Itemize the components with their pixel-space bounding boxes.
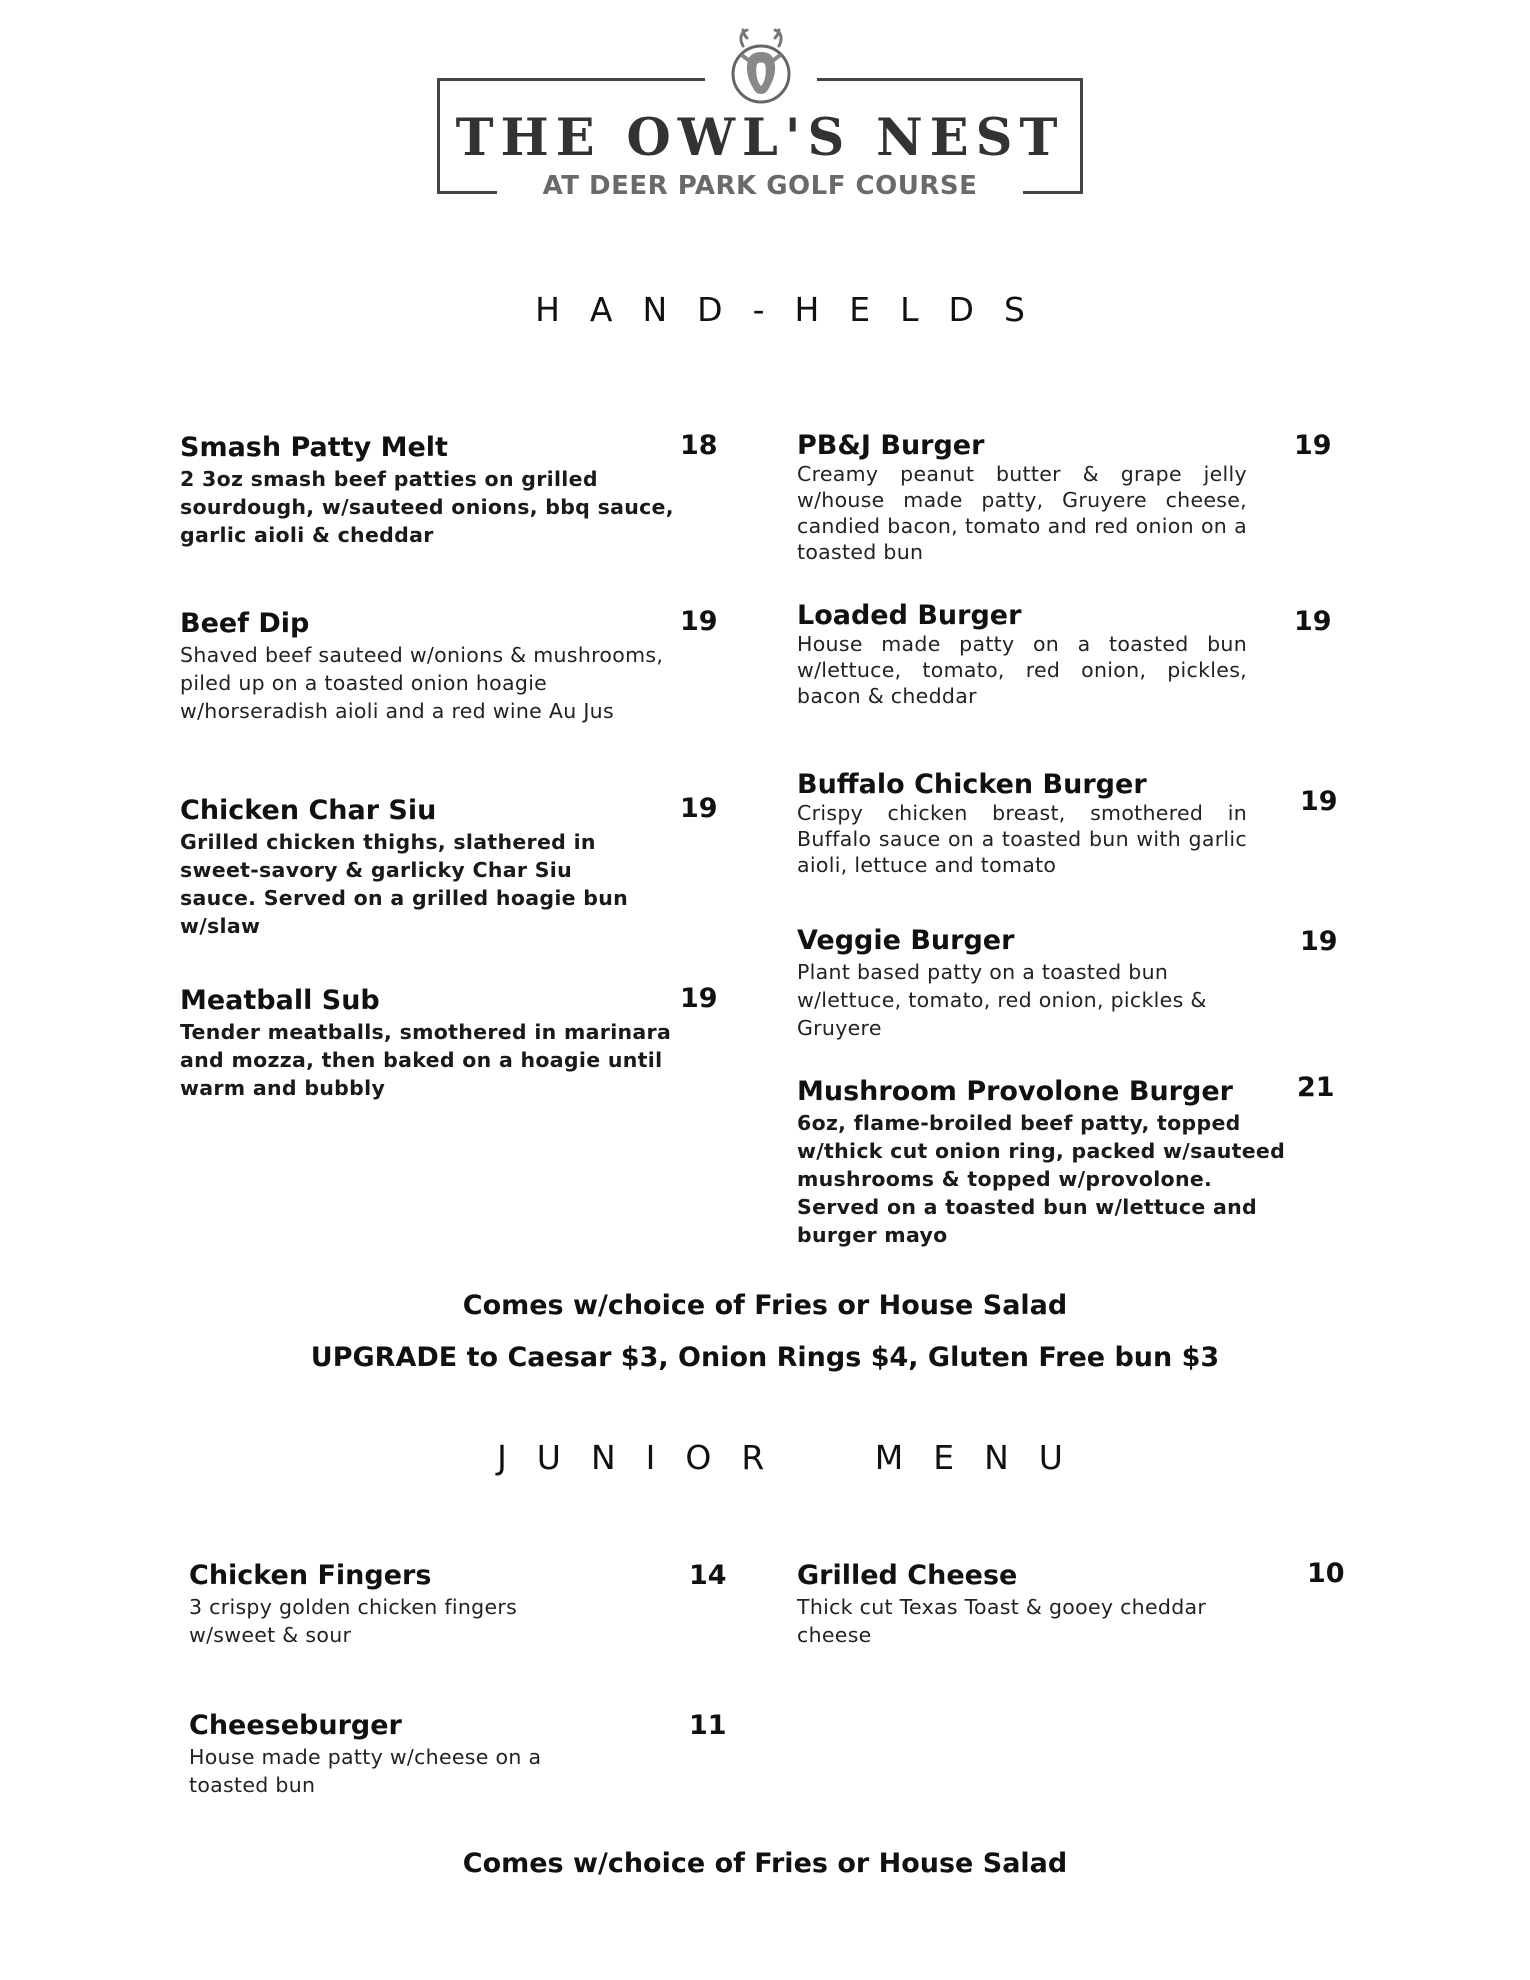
item-name: Loaded Burger: [797, 600, 1022, 631]
menu-item: [797, 925, 1267, 1042]
item-name: Chicken Fingers: [189, 1560, 432, 1591]
logo-subtitle: AT DEER PARK GOLF COURSE: [542, 171, 978, 201]
item-price: 10: [1307, 1558, 1345, 1589]
item-name: Mushroom Provolone Burger: [797, 1076, 1233, 1107]
item-description: Shaved beef sauteed w/onions & mushrooms, piled up on a toasted onion hoagie w/horseradish aioli and a red wine Au Jus: [180, 643, 664, 723]
item-description: 2 3oz smash beef patties on grilled sourdough, w/sauteed onions, bbq sauce, garlic aioli & cheddar: [180, 467, 674, 547]
item-price: 19: [680, 793, 718, 824]
item-description: Tender meatballs, smothered in marinara and mozza, then baked on a hoagie until warm and bubbly: [180, 1020, 672, 1100]
item-price: 18: [680, 430, 718, 461]
item-description: 6oz, flame-broiled beef patty, topped w/thick cut onion ring, packed w/sauteed mushrooms & topped w/provolone. Served on a toasted bun w/lettuce and burger mayo: [797, 1111, 1286, 1247]
item-name: Meatball Sub: [180, 985, 380, 1016]
item-description: Creamy peanut butter & grape jelly w/house made patty, Gruyere cheese, candied bacon, tomato and red onion on a toasted bun: [797, 462, 1247, 564]
junior-sides-note: Comes w/choice of Fries or House Salad: [462, 1848, 1068, 1879]
item-name: Grilled Cheese: [797, 1560, 1018, 1591]
upgrade-note: UPGRADE to Caesar $3, Onion Rings $4, Gluten Free bun $3: [310, 1342, 1220, 1373]
item-price: 19: [1300, 926, 1338, 957]
item-price: 19: [680, 606, 718, 637]
item-description: 3 crispy golden chicken fingers w/sweet & sour: [189, 1595, 518, 1647]
menu-item: [797, 600, 1247, 709]
item-name: Buffalo Chicken Burger: [797, 769, 1147, 800]
item-price: 21: [1297, 1072, 1335, 1103]
item-name: Chicken Char Siu: [180, 795, 437, 826]
section-title-handhelds: HAND-HELDS: [535, 290, 1055, 329]
menu-item: [797, 430, 1247, 565]
item-name: Veggie Burger: [797, 925, 1015, 956]
item-description: Grilled chicken thighs, slathered in sweet-savory & garlicky Char Siu sauce. Served on a grilled hoagie bun w/slaw: [180, 830, 629, 938]
item-name: Smash Patty Melt: [180, 432, 448, 463]
menu-item: [797, 1560, 1267, 1649]
item-name: Cheeseburger: [189, 1710, 402, 1741]
item-price: 19: [1294, 606, 1332, 637]
item-price: 19: [1294, 430, 1332, 461]
item-description: Thick cut Texas Toast & gooey cheddar cheese: [797, 1595, 1207, 1647]
deer-head-icon: [721, 28, 801, 106]
menu-item: [180, 608, 670, 725]
logo-title: THE OWL'S NEST: [455, 108, 1065, 168]
item-description: Crispy chicken breast, smothered in Buffalo sauce on a toasted bun with garlic aioli, lettuce and tomato: [797, 801, 1247, 877]
menu-item: [180, 432, 680, 549]
menu-item: [797, 1076, 1297, 1249]
item-price: 19: [680, 983, 718, 1014]
menu-item: [189, 1710, 609, 1799]
item-name: PB&J Burger: [797, 430, 985, 461]
logo: [437, 28, 1085, 201]
item-price: 19: [1300, 786, 1338, 817]
item-description: House made patty on a toasted bun w/lettuce, tomato, red onion, pickles, bacon & cheddar: [797, 632, 1247, 708]
item-price: 14: [689, 1560, 727, 1591]
menu-item: [189, 1560, 589, 1649]
item-price: 11: [689, 1710, 727, 1741]
item-description: House made patty w/cheese on a toasted bun: [189, 1745, 542, 1797]
menu-item: [797, 769, 1247, 878]
section-title-junior: JUNIOR MENU: [497, 1438, 1093, 1477]
menu-item: [180, 795, 650, 940]
item-description: Plant based patty on a toasted bun w/lettuce, tomato, red onion, pickles & Gruyere: [797, 960, 1207, 1040]
sides-note: Comes w/choice of Fries or House Salad: [462, 1290, 1068, 1321]
menu-item: [180, 985, 690, 1102]
item-name: Beef Dip: [180, 608, 310, 639]
